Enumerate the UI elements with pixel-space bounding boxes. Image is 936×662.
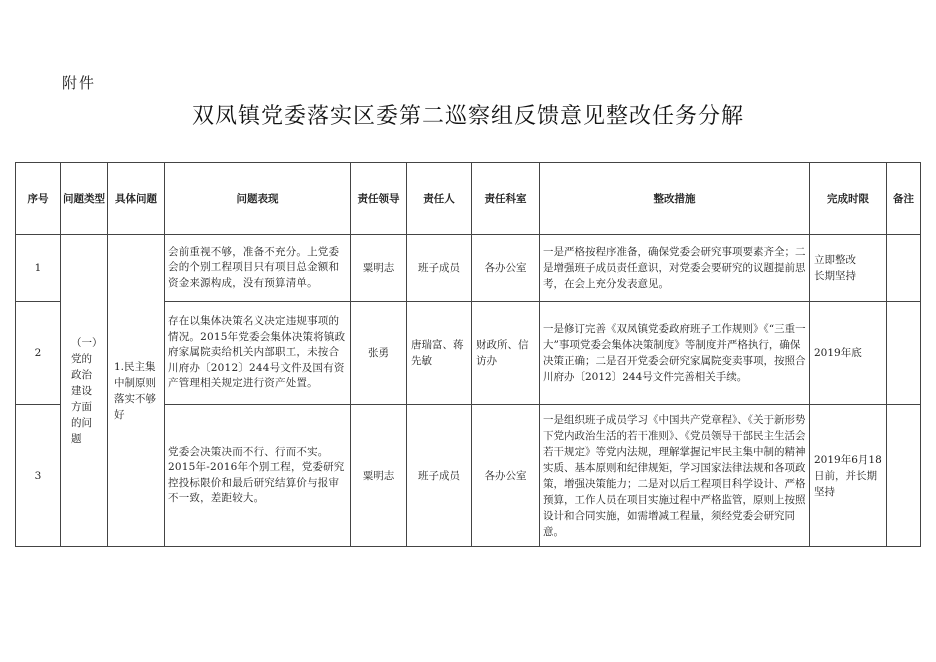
issue-subcategory: 1.民主集中制原则落实不够好	[108, 235, 165, 547]
rectification-measure: 一是修订完善《双凤镇党委政府班子工作规则》《“三重一大”事项党委会集体决策制度》等制度并严格执行，确保决策正确；二是召开党委会研究家属院变卖事项，按照合川府办〔2012〕244号文件完善相关手续。	[540, 302, 810, 405]
col-header-note: 备注	[887, 163, 921, 235]
responsible-leader: 张勇	[351, 302, 407, 405]
col-header-subcategory: 具体问题	[108, 163, 165, 235]
attachment-label: 附件	[62, 74, 97, 92]
col-header-issue: 问题表现	[165, 163, 351, 235]
responsible-dept: 各办公室	[472, 405, 540, 547]
col-header-person: 责任人	[407, 163, 472, 235]
rectification-measure: 一是严格按程序准备，确保党委会研究事项要素齐全；二是增强班子成员责任意识，对党委会要研究的议题提前思考，在会上充分发表意见。	[540, 235, 810, 302]
issue-category: （一）党的政治建设方面的问题	[61, 235, 108, 547]
note	[887, 235, 921, 302]
col-header-deadline: 完成时限	[810, 163, 887, 235]
col-header-dept: 责任科室	[472, 163, 540, 235]
responsible-leader: 粟明志	[351, 405, 407, 547]
responsible-leader: 粟明志	[351, 235, 407, 302]
table-row	[16, 235, 921, 302]
row-no: 1	[16, 235, 61, 302]
note	[887, 302, 921, 405]
note	[887, 405, 921, 547]
deadline: 立即整改 长期坚持	[810, 235, 887, 302]
deadline: 2019年底	[810, 302, 887, 405]
rectification-measure: 一是组织班子成员学习《中国共产党章程》、《关于新形势下党内政治生活的若干准则》、《党员领导干部民主生活会若干规定》等党内法规，理解掌握记牢民主集中制的精神实质、基本原则和纪律规矩，学习国家法律法规和各项政策，增强决策能力；二是对以后工程项目科学设计、严格预算，工作人员在项目实施过程中严格监管，原则上按照设计和合同实施，如需增减工程量，须经党委会研究同意。	[540, 405, 810, 547]
issue-description: 党委会决策决而不行、行而不实。2015年-2016年个别工程，党委研究控投标限价和最后研究结算价与报审不一致，差距较大。	[165, 405, 351, 547]
rectification-table	[15, 162, 921, 547]
issue-description: 会前重视不够，准备不充分。上党委会的个别工程项目只有项目总金额和资金来源构成，没有预算清单。	[165, 235, 351, 302]
col-header-measure: 整改措施	[540, 163, 810, 235]
col-header-category: 问题类型	[61, 163, 108, 235]
row-no: 3	[16, 405, 61, 547]
document-title: 双凤镇党委落实区委第二巡察组反馈意见整改任务分解	[191, 104, 744, 129]
responsible-dept: 财政所、信访办	[472, 302, 540, 405]
responsible-person: 唐瑞富、蒋先敏	[407, 302, 472, 405]
responsible-dept: 各办公室	[472, 235, 540, 302]
col-header-no: 序号	[16, 163, 61, 235]
responsible-person: 班子成员	[407, 235, 472, 302]
col-header-leader: 责任领导	[351, 163, 407, 235]
deadline: 2019年6月18日前，并长期坚持	[810, 405, 887, 547]
row-no: 2	[16, 302, 61, 405]
issue-description: 存在以集体决策名义决定违规事项的情况。2015年党委会集体决策将镇政府家属院卖给机关内部职工，未按合川府办〔2012〕244号文件及国有资产管理相关规定进行资产处置。	[165, 302, 351, 405]
table-header-row	[16, 163, 921, 235]
responsible-person: 班子成员	[407, 405, 472, 547]
